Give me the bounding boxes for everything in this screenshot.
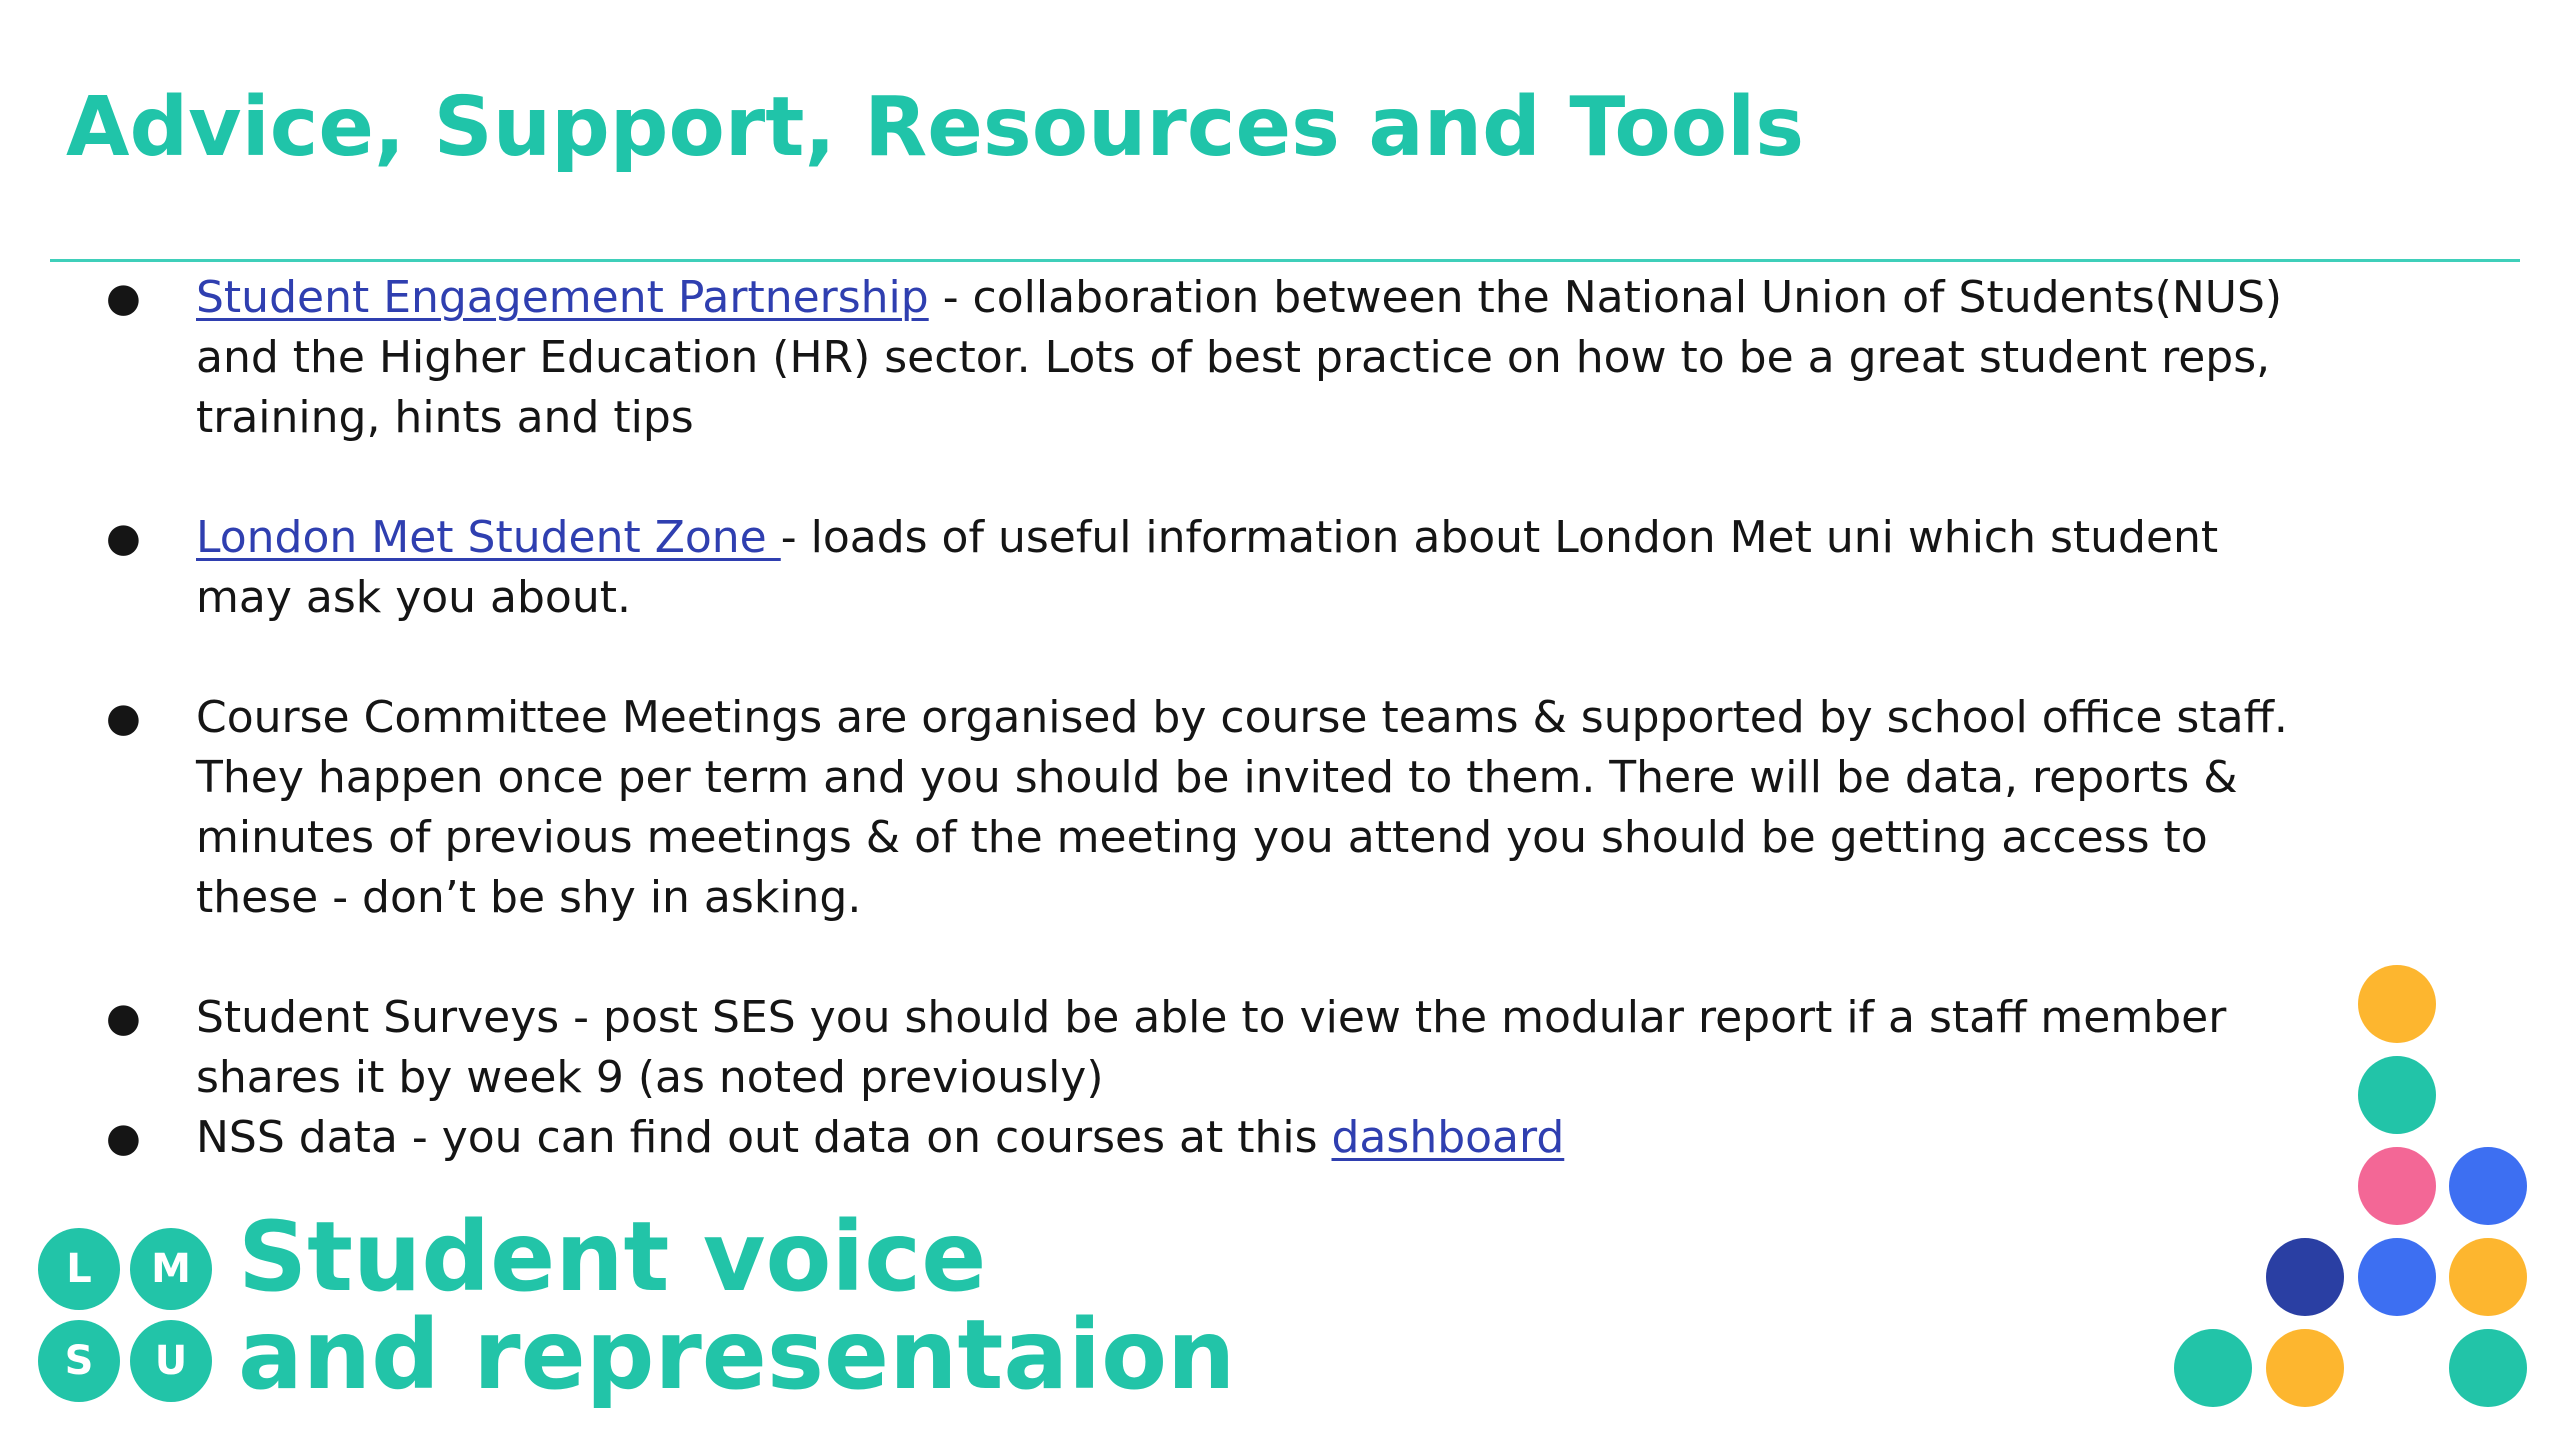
decor-dot-teal	[2449, 1329, 2527, 1407]
bullet-icon: ●	[106, 995, 141, 1041]
bullet-icon: ●	[106, 275, 141, 321]
logo-letter-l: L	[38, 1228, 120, 1310]
student-zone-link[interactable]: London Met Student Zone	[196, 512, 781, 563]
bullet-text: Course Committee Meetings are organised by course teams & supported by school office staff. They happen once per term and you should be invited to them. There will be data, reports & minutes of previous meetings & of the meeting you attend you should be getting access to these - don’t be shy in asking.	[196, 692, 2288, 923]
bullet-icon: ●	[106, 515, 141, 561]
list-item	[106, 1108, 2306, 1168]
bullet-text: - collaboration between the National Union of Students(NUS) and the Higher Education (HR) sector. Lots of best practice on how to be a great student reps, training, hints and tips	[196, 272, 2283, 443]
decor-dot-pink	[2358, 1147, 2436, 1225]
list-item	[106, 988, 2306, 1108]
logo-letter-m: M	[130, 1228, 212, 1310]
decor-dot-blue	[2358, 1238, 2436, 1316]
list-item	[106, 508, 2306, 628]
brand-heading	[238, 1201, 1236, 1411]
bullet-icon: ●	[106, 1115, 141, 1161]
brand-line-1: Student voice	[238, 1201, 987, 1313]
dashboard-link[interactable]: dashboard	[1331, 1112, 1565, 1163]
decor-dot-navy	[2266, 1238, 2344, 1316]
student-engagement-partnership-link[interactable]: Student Engagement Partnership	[196, 272, 929, 323]
decor-dot-yellow	[2266, 1329, 2344, 1407]
decor-dot-teal	[2358, 1056, 2436, 1134]
logo-letter-u: U	[130, 1320, 212, 1402]
slide-title: Advice, Support, Resources and Tools	[66, 80, 1805, 175]
title-divider	[50, 259, 2520, 262]
list-item	[106, 688, 2306, 928]
bullet-icon: ●	[106, 695, 141, 741]
decor-dot-teal	[2174, 1329, 2252, 1407]
list-item	[106, 268, 2306, 448]
decor-dot-blue	[2449, 1147, 2527, 1225]
bullet-text: Student Surveys - post SES you should be able to view the modular report if a staff member shares it by week 9 (as noted previously)	[196, 992, 2227, 1103]
decor-dot-yellow	[2358, 965, 2436, 1043]
decor-dot-yellow	[2449, 1238, 2527, 1316]
brand-line-2: and representaion	[238, 1299, 1236, 1411]
lmsu-logo	[38, 1228, 228, 1418]
bullet-text: - loads of useful information about London Met uni which student may ask you about.	[196, 512, 2219, 623]
bullet-text: NSS data - you can find out data on courses at this	[196, 1112, 1332, 1163]
logo-letter-s: S	[38, 1320, 120, 1402]
